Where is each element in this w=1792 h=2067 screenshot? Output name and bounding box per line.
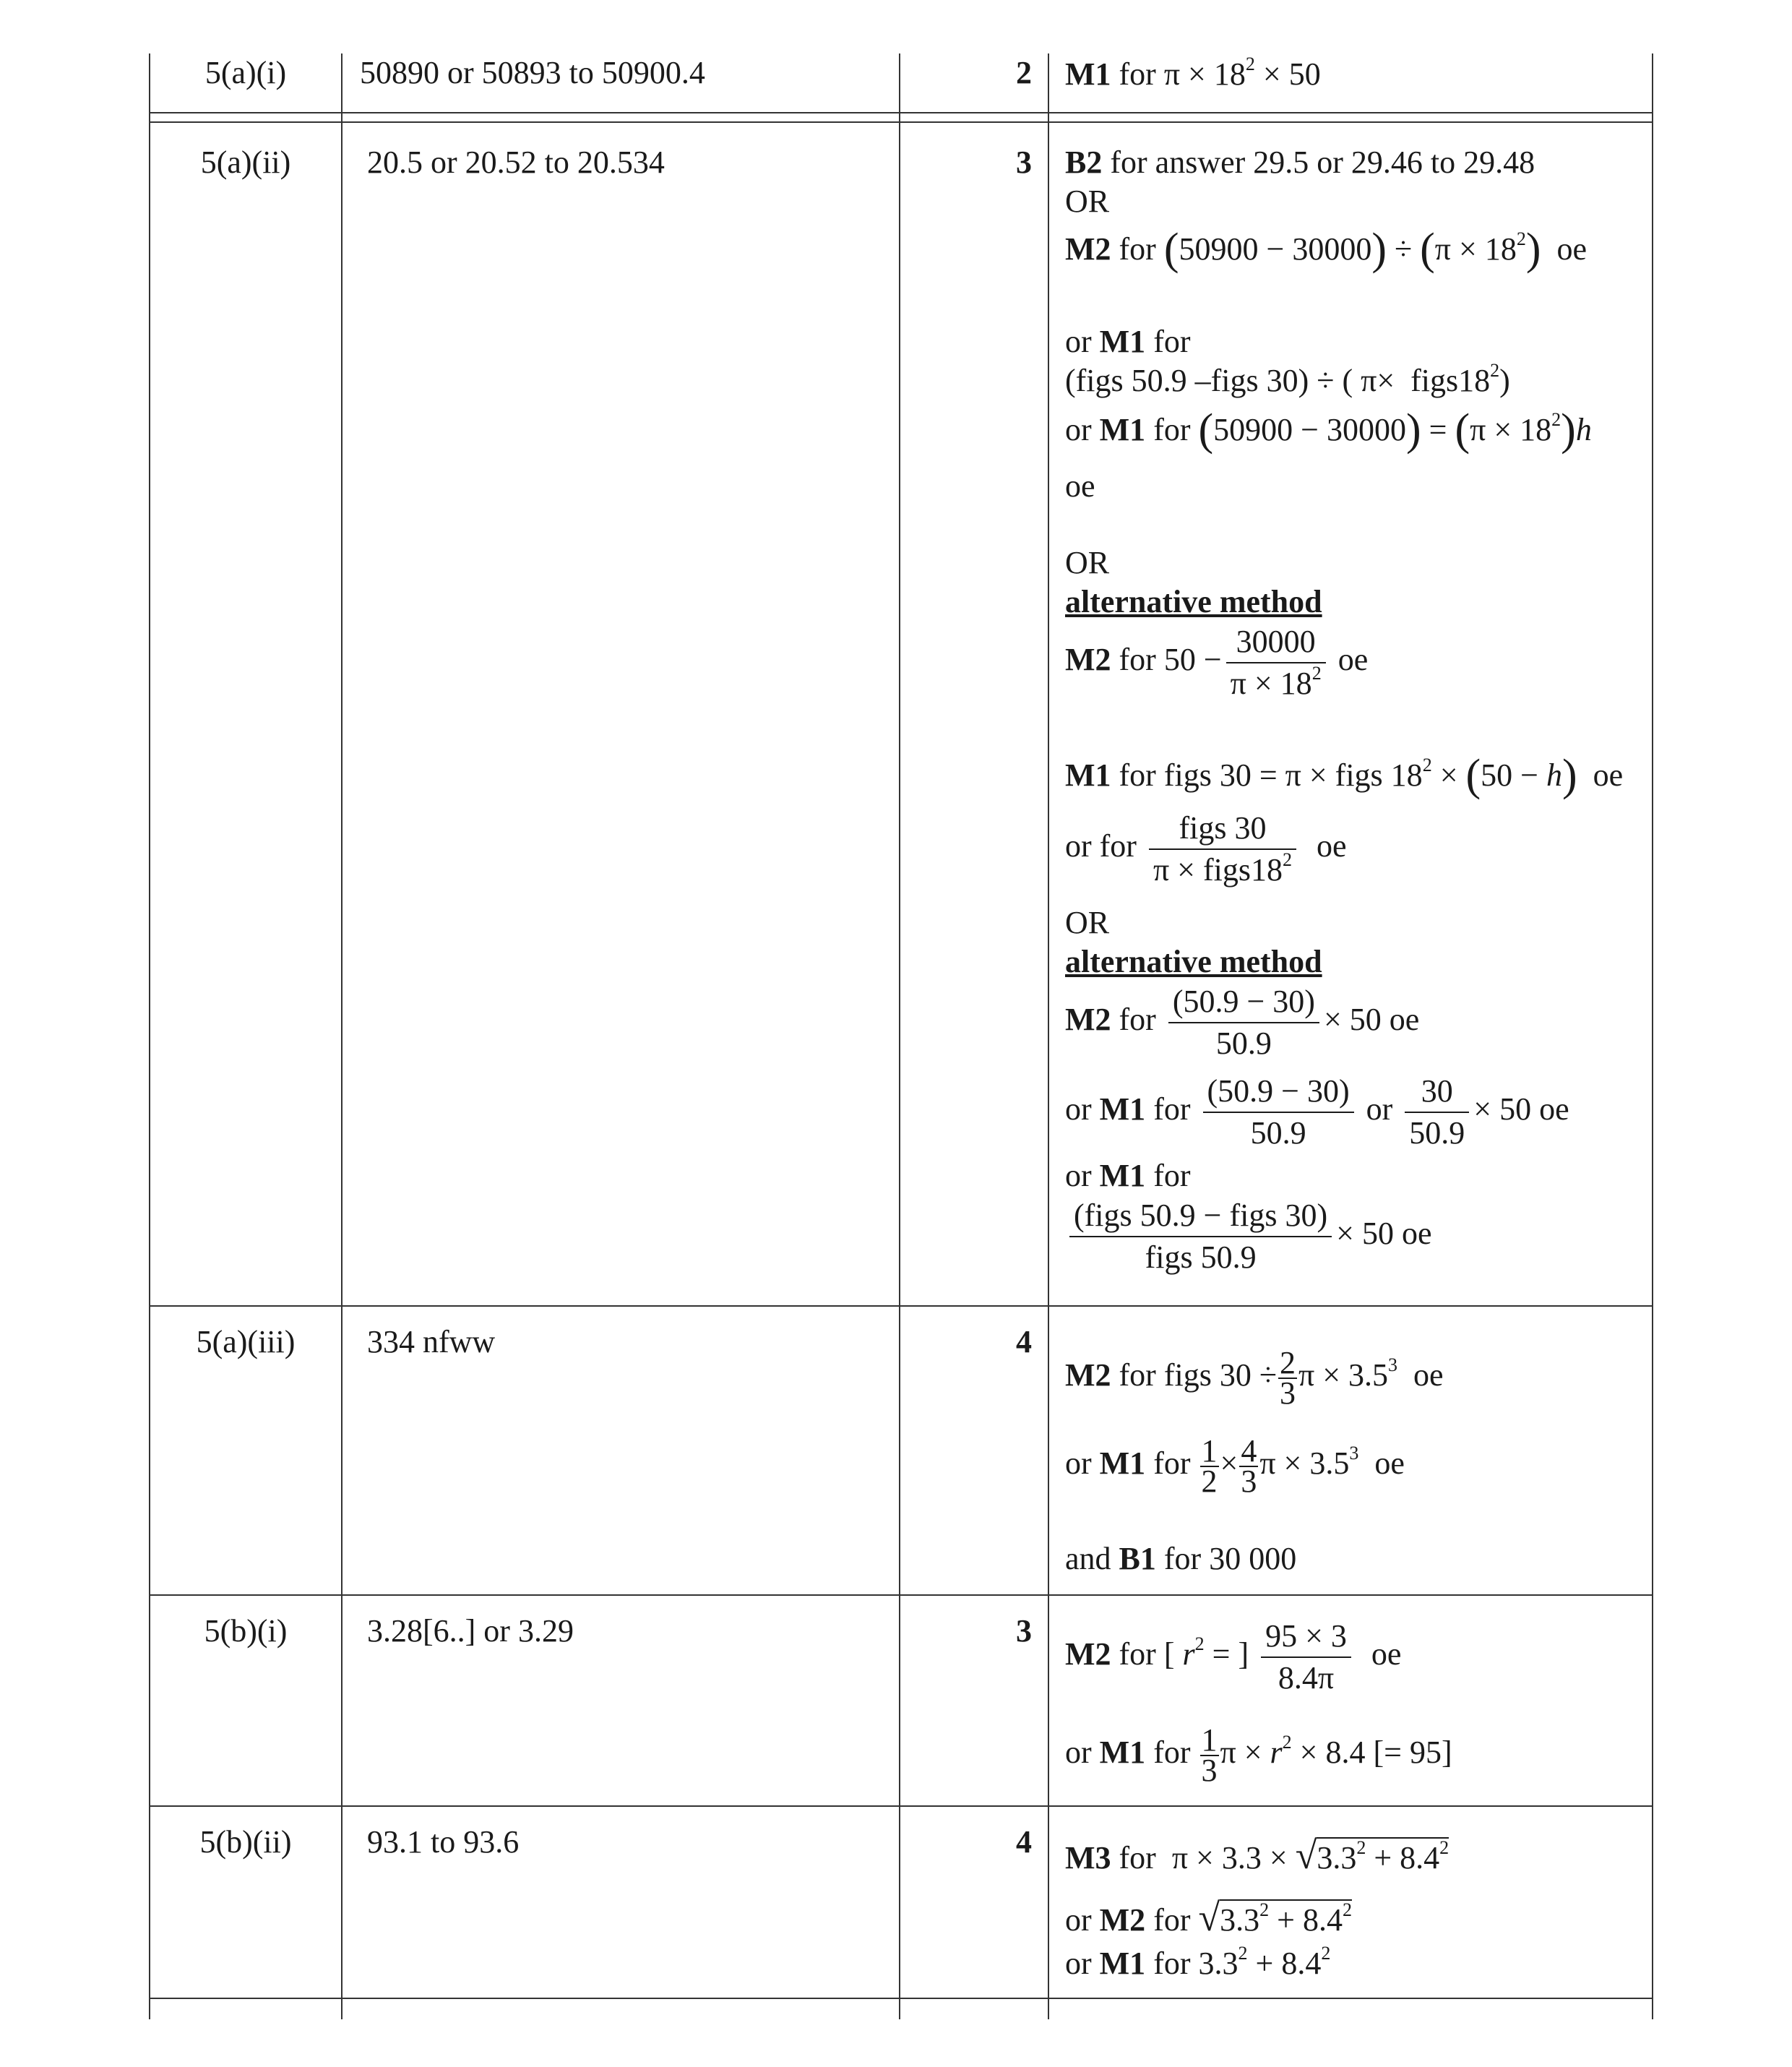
alternative-method-heading: alternative method: [1065, 584, 1322, 619]
table-divider-marks: [1048, 53, 1049, 2019]
table-border-left: [149, 53, 150, 2019]
row-separator: [149, 121, 1653, 123]
guidance-line: M2 for 50 − $\frac{30000}{\pi \times 18^2}$ oe: [1065, 622, 1368, 704]
marks-cell: 3: [1016, 1613, 1032, 1649]
table-divider-question: [341, 53, 343, 2019]
row-separator: [149, 1305, 1653, 1307]
guidance-line: or for $\frac{\text{figs 30}}{\pi \times figs18^2}$ oe: [1065, 808, 1347, 890]
question-number: 5(a)(ii): [200, 145, 291, 180]
guidance-line: or M1 for $\frac{1}{2}$ × $\frac{4}{3}$ $\pi \times 3.5^3$ oe: [1065, 1433, 1405, 1499]
guidance-line: or M1 for: [1065, 1158, 1191, 1193]
guidance-line: M2 for $(50900 - 30000) \div (\pi \times 18^2)$ oe: [1065, 225, 1588, 274]
row-separator: [149, 112, 1653, 113]
guidance-line: or M1 for $(50900 - 30000) = (\pi \times 18^2)h$: [1065, 405, 1592, 455]
alternative-method-heading: alternative method: [1065, 944, 1322, 979]
question-number: 5(a)(i): [204, 55, 287, 90]
marks-cell: 3: [1016, 145, 1032, 180]
guidance-oe: oe: [1065, 468, 1095, 504]
question-number: 5(b)(ii): [199, 1824, 292, 1860]
marks-cell: 4: [1016, 1824, 1032, 1860]
guidance-line: or M1 for $\frac{(50.9 - 30)}{50.9}$ or $\frac{30}{50.9}$ × 50 oe: [1065, 1071, 1569, 1153]
question-number: 5(a)(iii): [196, 1324, 296, 1359]
guidance-or: OR: [1065, 545, 1110, 580]
answer-cell: 20.5 or 20.52 to 20.534: [367, 145, 665, 180]
guidance-line: M2 for [ $r^2$ = ] $\frac{95 \times 3}{8.4\pi}$ oe: [1065, 1616, 1401, 1698]
guidance-line: or M1 for: [1065, 324, 1191, 359]
marks-cell: 2: [1016, 55, 1032, 90]
marks-cell: 4: [1016, 1324, 1032, 1359]
guidance-line: M3 for $\pi \times 3.3 \times √3.3^2 + 8.4^2$: [1065, 1834, 1449, 1877]
table-border-right: [1652, 53, 1653, 2019]
guidance-line: M1 for figs 30 = π × figs $18^2 \times (50 - h)$ oe: [1065, 751, 1624, 800]
answer-cell: 50890 or 50893 to 50900.4: [360, 55, 705, 90]
answer-cell: 93.1 to 93.6: [367, 1824, 520, 1860]
table-divider-answer: [899, 53, 900, 2019]
guidance-line: and B1 for 30 000: [1065, 1541, 1297, 1576]
question-number: 5(b)(i): [204, 1613, 288, 1649]
guidance-or: OR: [1065, 184, 1110, 219]
guidance-line: or M1 for $3.3^2 + 8.4^2$: [1065, 1943, 1331, 1981]
guidance-cell: M1 for $\pi \times 18^2 \times 50$: [1065, 53, 1321, 92]
row-separator: [149, 1998, 1653, 1999]
guidance-line: $\frac{\text{(figs 50.9 − figs 30)}}{\text{figs 50.9}}$ × 50 oe: [1065, 1195, 1431, 1278]
row-separator: [149, 1594, 1653, 1596]
guidance-line: B2 for answer 29.5 or 29.46 to 29.48: [1065, 145, 1535, 180]
guidance-line: M2 for $\frac{(50.9 - 30)}{50.9}$ × 50 oe: [1065, 981, 1419, 1064]
guidance-line: (figs 50.9 –figs 30) ÷ ( $\pi\times figs18^2$): [1065, 360, 1510, 398]
guidance-line: or M2 for $√3.3^2 + 8.4^2$: [1065, 1896, 1352, 1939]
answer-cell: 3.28[6..] or 3.29: [367, 1613, 574, 1649]
guidance-line: or M1 for $\frac{1}{3}$ $\pi \times r^2 \times 8.4$ [= 95]: [1065, 1722, 1452, 1788]
guidance-line: M2 for figs 30 ÷ $\frac{2}{3}$ $\pi \times 3.5^3$ oe: [1065, 1345, 1444, 1411]
answer-cell: 334 nfww: [367, 1324, 496, 1359]
guidance-or: OR: [1065, 905, 1110, 940]
row-separator: [149, 1805, 1653, 1807]
